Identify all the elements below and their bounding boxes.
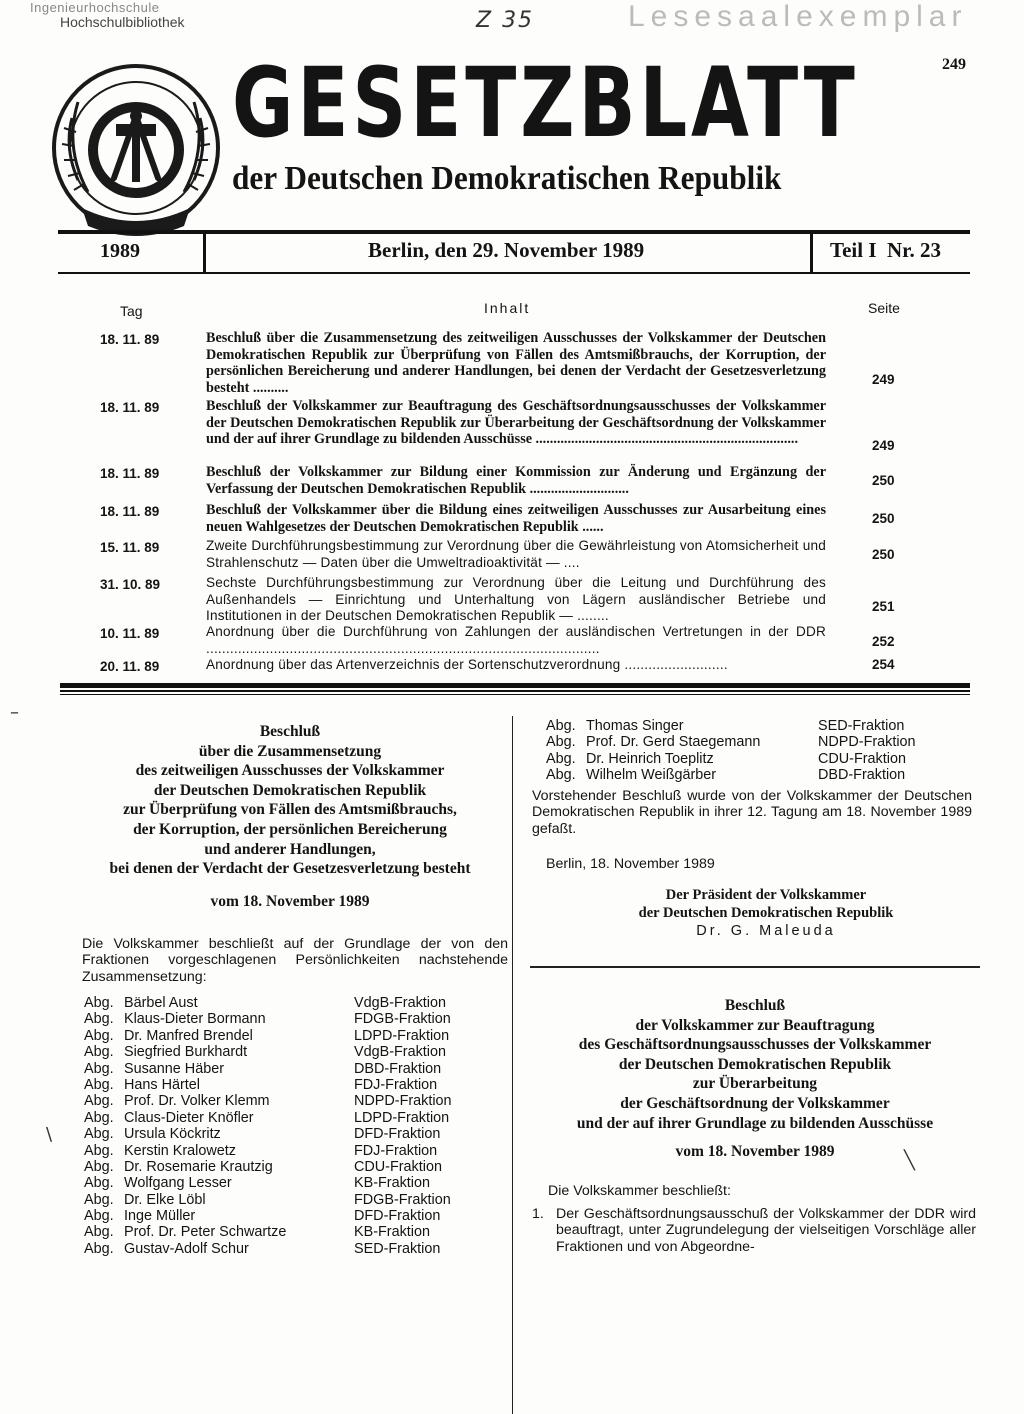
member-name: Prof. Dr. Volker Klemm <box>124 1093 270 1110</box>
toc-entry-date: 18. 11. 89 <box>100 466 160 481</box>
issue-year: 1989 <box>100 240 140 262</box>
member-faction: SED-Fraktion <box>354 1240 441 1257</box>
member-row <box>84 1241 504 1257</box>
resolution-2-intro: Die Volkskammer beschließt: <box>548 1183 731 1199</box>
member-list-right <box>546 718 986 784</box>
member-abg: Abg. <box>84 1076 114 1093</box>
toc-entry-date: 20. 11. 89 <box>100 659 160 674</box>
resolution-separator-rule <box>530 966 980 968</box>
member-row <box>546 734 986 750</box>
member-faction: CDU-Fraktion <box>818 750 906 767</box>
toc-entry-title: Beschluß der Volkskammer zur Bildung einer Kommission zur Änderung und Ergänzung der Verfassung der Deutschen Demokratischen Republik ............................ <box>206 464 826 497</box>
signature-name: Dr. G. Maleuda <box>696 923 836 939</box>
member-faction: NDPD-Fraktion <box>354 1093 452 1110</box>
member-abg: Abg. <box>546 718 576 734</box>
signature-block <box>556 886 976 940</box>
resolution-2-title-line: Beschluß <box>724 997 786 1014</box>
signature-line-2: der Deutschen Demokratischen Republik <box>638 905 894 921</box>
member-faction: VdgB-Fraktion <box>354 995 446 1011</box>
toc-entry-page: 250 <box>872 547 895 562</box>
toc-column-tag: Tag <box>120 303 143 319</box>
member-row <box>546 767 986 783</box>
page-number: 249 <box>942 56 966 73</box>
resolution-1-title-line: des zeitweiligen Ausschusses der Volkskammer <box>135 762 445 780</box>
member-name: Bärbel Aust <box>124 995 198 1011</box>
member-abg: Abg. <box>84 1060 114 1077</box>
issue-place-date: Berlin, den 29. November 1989 <box>368 238 645 262</box>
resolution-1-title-line: zur Überprüfung von Fällen des Amtsmißbrauchs, <box>123 801 457 819</box>
member-name: Hans Härtel <box>124 1076 200 1093</box>
toc-entry-title: Zweite Durchführungsbestimmung zur Verordnung über die Gewährleistung von Atomsicherheit und Strahlenschutz — Daten über die Umweltradioaktivität — .... <box>206 538 826 570</box>
signature-line-1: Der Präsident der Volkskammer <box>665 887 867 903</box>
library-stamp-line1: Ingenieurhochschule <box>30 0 160 15</box>
member-row <box>84 1224 504 1240</box>
toc-entry-title: Anordnung über das Artenverzeichnis der Sortenschutzverordnung .......................... <box>206 657 728 672</box>
member-faction: SED-Fraktion <box>818 718 905 734</box>
member-name: Inge Müller <box>124 1208 196 1225</box>
member-faction: KB-Fraktion <box>354 1175 430 1192</box>
resolution-1-heading <box>62 722 518 879</box>
issue-bar-divider <box>203 234 206 272</box>
member-abg: Abg. <box>84 1191 114 1208</box>
member-name: Dr. Heinrich Toeplitz <box>586 750 714 767</box>
masthead-title: GESETZBLATT <box>232 47 859 159</box>
toc-entry-page: 250 <box>872 473 895 488</box>
resolution-1-title-line: der Deutschen Demokratischen Republik <box>153 781 427 799</box>
issue-bar-bottom-rule <box>58 272 970 274</box>
member-abg: Abg. <box>84 1175 114 1192</box>
resolution-1-title-line: über die Zusammensetzung <box>198 742 382 760</box>
member-name: Thomas Singer <box>586 718 684 734</box>
member-abg: Abg. <box>84 1142 114 1159</box>
issue-bar-divider <box>810 234 813 272</box>
toc-entry-title: Beschluß der Volkskammer zur Beauftragung des Geschäftsordnungsausschusses der Volkskammer der Deutschen Demokratischen Republik zur Überarbeitung der Geschäftsordnung der Volkskammer und der auf ihrer Grundlage zu bildenden Ausschüsse .......................................................................... <box>206 398 826 448</box>
member-abg: Abg. <box>84 1109 114 1126</box>
member-faction: DFD-Fraktion <box>354 1126 441 1143</box>
toc-entry-date: 18. 11. 89 <box>100 332 160 347</box>
resolution-1-date: vom 18. November 1989 <box>210 893 370 910</box>
margin-mark: – <box>10 702 19 723</box>
toc-entry-date: 10. 11. 89 <box>100 626 160 641</box>
member-row <box>546 751 986 767</box>
member-name: Dr. Rosemarie Krautzig <box>124 1158 273 1175</box>
member-row <box>84 1208 504 1224</box>
toc-entry-date: 15. 11. 89 <box>100 540 160 555</box>
issue-part-number: Teil I Nr. 23 <box>830 238 942 262</box>
member-abg: Abg. <box>84 1158 114 1175</box>
member-abg: Abg. <box>84 1093 114 1110</box>
margin-mark: ╲ <box>904 1150 915 1171</box>
library-stamp <box>30 0 240 44</box>
member-abg: Abg. <box>84 1240 114 1257</box>
reading-room-stamp: Lesesaalexemplar <box>628 0 968 33</box>
member-row <box>84 1061 504 1077</box>
toc-bottom-rule <box>60 683 970 688</box>
resolution-1-title-line: und anderer Handlungen, <box>204 840 376 858</box>
member-name: Claus-Dieter Knöfler <box>124 1109 254 1126</box>
toc-entry-page: 251 <box>872 599 895 614</box>
member-abg: Abg. <box>84 1208 114 1225</box>
member-faction: VdgB-Fraktion <box>354 1044 446 1061</box>
resolution-2-title-line: der Geschäftsordnung der Volkskammer <box>620 1094 890 1112</box>
member-name: Wolfgang Lesser <box>124 1175 232 1192</box>
member-faction: KB-Fraktion <box>354 1224 430 1241</box>
member-row <box>84 1126 504 1142</box>
toc-entry-title: Anordnung über die Durchführung von Zahlungen der ausländischen Vertretungen in der DDR ................................................................................................... <box>206 624 826 656</box>
resolution-1-closing: Vorstehender Beschluß wurde von der Volkskammer der Deutschen Demokratischen Republik in ihrer 12. Tagung am 18. November 1989 gefaßt. <box>532 788 972 837</box>
member-name: Siegfried Burkhardt <box>124 1044 248 1061</box>
toc-entry-date: 31. 10. 89 <box>100 577 161 592</box>
resolution-2-title-line: zur Überarbeitung <box>692 1075 818 1093</box>
member-faction: NDPD-Fraktion <box>818 734 916 751</box>
member-faction: FDGB-Fraktion <box>354 1011 451 1028</box>
toc-entry-page: 252 <box>872 634 895 649</box>
member-faction: LDPD-Fraktion <box>354 1027 450 1044</box>
member-abg: Abg. <box>546 767 576 784</box>
member-row <box>84 1077 504 1093</box>
member-row <box>84 1159 504 1175</box>
member-faction: DBD-Fraktion <box>354 1060 442 1077</box>
member-faction: LDPD-Fraktion <box>354 1109 450 1126</box>
member-row <box>546 718 986 734</box>
member-row <box>84 1110 504 1126</box>
resolution-1-title-line: Beschluß <box>259 723 321 740</box>
toc-column-seite: Seite <box>868 300 900 316</box>
member-abg: Abg. <box>84 1044 114 1061</box>
member-row <box>84 1044 504 1060</box>
toc-entry-title: Beschluß über die Zusammensetzung des zeitweiligen Ausschusses der Volkskammer der Deutschen Demokratischen Republik zur Überprüfung von Fällen des Amtsmißbrauchs, der Korruption, der persönlichen Bereicherung und anderer Handlungen, bei denen der Verdacht der Gesetzesverletzung besteht .......... <box>206 330 826 396</box>
member-row <box>84 1192 504 1208</box>
toc-entry-date: 18. 11. 89 <box>100 400 160 415</box>
toc-bottom-rule <box>60 694 970 695</box>
resolution-2-title-line: der Deutschen Demokratischen Republik <box>618 1055 892 1073</box>
member-name: Gustav-Adolf Schur <box>124 1240 249 1257</box>
resolution-2-heading <box>530 996 980 1133</box>
masthead-subtitle: der Deutschen Demokratischen Republik <box>232 160 782 197</box>
member-name: Dr. Manfred Brendel <box>124 1027 253 1044</box>
resolution-1-intro: Die Volkskammer beschließt auf der Grundlage der von den Fraktionen vorgeschlagenen Persönlichkeiten nachstehende Zusammensetzung: <box>82 936 508 985</box>
member-faction: DFD-Fraktion <box>354 1208 441 1225</box>
member-abg: Abg. <box>84 1011 114 1028</box>
member-abg: Abg. <box>84 1126 114 1143</box>
toc-entry-page: 254 <box>872 657 895 672</box>
library-stamp-line2: Hochschulbibliothek <box>60 14 185 30</box>
toc-entry-title: Beschluß der Volkskammer über die Bildung eines zeitweiligen Ausschusses zur Ausarbeitung eines neuen Wahlgesetzes der Deutschen Demokratischen Republik ...... <box>206 502 826 535</box>
resolution-2-title-line: und der auf ihrer Grundlage zu bildenden Ausschüsse <box>576 1114 934 1132</box>
toc-entry-title: Sechste Durchführungsbestimmung zur Verordnung über die Leitung und Durchführung des Außenhandels — Einrichtung und Unterhaltung von Lägern ausländischer Betriebe und Institutionen in der Deutschen Demokratischen Republik — ........ <box>206 575 826 624</box>
resolution-2-title-line: der Volkskammer zur Beauftragung <box>635 1016 875 1034</box>
member-faction: FDJ-Fraktion <box>354 1142 438 1159</box>
resolution-2-item-1: Der Geschäftsordnungsausschuß der Volkskammer der DDR wird beauftragt, unter Zugrundelegung der vielseitigen Vorschläge aller Fraktionen und von Abgeordne- <box>556 1206 976 1255</box>
member-abg: Abg. <box>546 750 576 767</box>
toc-entry-page: 249 <box>872 438 895 453</box>
member-name: Prof. Dr. Gerd Staegemann <box>586 734 761 751</box>
toc-entry-page: 250 <box>872 511 895 526</box>
member-row <box>84 1028 504 1044</box>
member-faction: CDU-Fraktion <box>354 1158 442 1175</box>
member-row <box>84 1093 504 1109</box>
toc-column-inhalt: Inhalt <box>484 300 531 316</box>
shelfmark-handwritten: Z 35 <box>476 8 535 33</box>
issue-bar-top-rule <box>58 230 970 234</box>
member-row <box>84 1175 504 1191</box>
member-name: Ursula Köckritz <box>124 1126 221 1143</box>
member-abg: Abg. <box>84 1224 114 1241</box>
toc-entry-page: 249 <box>872 372 895 387</box>
resolution-1-title-line: bei denen der Verdacht der Gesetzesverletzung besteht <box>109 860 471 878</box>
member-abg: Abg. <box>84 1027 114 1044</box>
member-row <box>84 1011 504 1027</box>
toc-bottom-rule <box>60 690 970 692</box>
member-faction: DBD-Fraktion <box>818 767 906 784</box>
resolution-2-item-number: 1. <box>532 1206 544 1222</box>
member-list-left <box>84 995 504 1257</box>
member-faction: FDJ-Fraktion <box>354 1076 438 1093</box>
toc-entry-date: 18. 11. 89 <box>100 504 160 519</box>
member-abg: Abg. <box>546 734 576 751</box>
member-row <box>84 995 504 1011</box>
member-row <box>84 1143 504 1159</box>
member-abg: Abg. <box>84 995 114 1011</box>
member-name: Wilhelm Weißgärber <box>586 767 717 784</box>
member-name: Klaus-Dieter Bormann <box>124 1011 266 1028</box>
member-name: Dr. Elke Löbl <box>124 1191 206 1208</box>
member-name: Kerstin Kralowetz <box>124 1142 236 1159</box>
resolution-2-date: vom 18. November 1989 <box>675 1143 835 1160</box>
resolution-1-place-date: Berlin, 18. November 1989 <box>546 856 715 872</box>
member-name: Prof. Dr. Peter Schwartze <box>124 1224 287 1241</box>
resolution-2-title-line: des Geschäftsordnungsausschusses der Volkskammer <box>578 1036 932 1054</box>
member-name: Susanne Häber <box>124 1060 225 1077</box>
gdr-emblem-icon <box>48 58 224 244</box>
member-faction: FDGB-Fraktion <box>354 1191 451 1208</box>
margin-mark: \ <box>46 1124 53 1145</box>
resolution-1-title-line: der Korruption, der persönlichen Bereicherung <box>133 820 447 838</box>
